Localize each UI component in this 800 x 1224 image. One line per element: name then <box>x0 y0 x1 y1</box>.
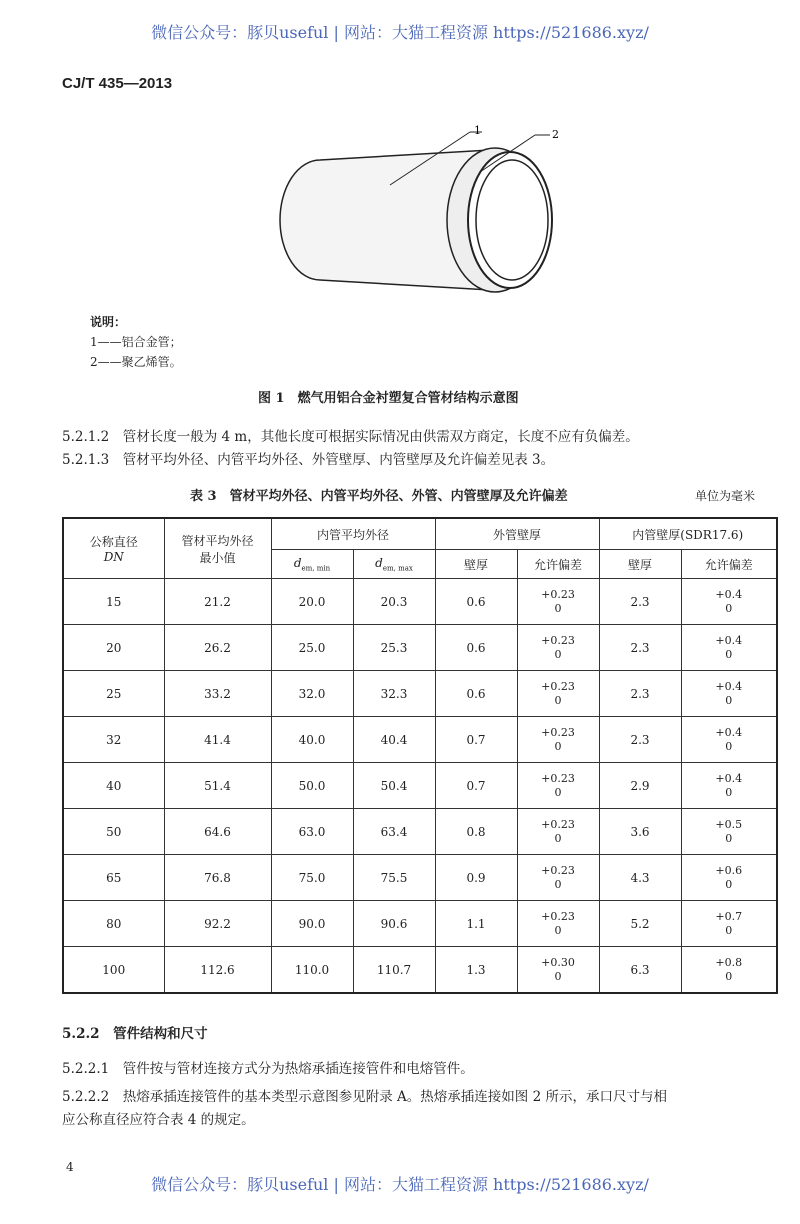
standard-code: CJ/T 435—2013 <box>62 75 173 92</box>
figure-caption: 图 1 燃气用铝合金衬塑复合管材结构示意图 <box>258 391 519 406</box>
table-cell: +0.4 0 <box>681 579 777 625</box>
table-cell: 75.5 <box>353 855 435 901</box>
table-cell: 50.0 <box>271 763 353 809</box>
table-cell: 90.6 <box>353 901 435 947</box>
table-row <box>63 901 777 947</box>
table-cell: 110.7 <box>353 947 435 994</box>
table-cell: +0.8 0 <box>681 947 777 994</box>
table-cell: 15 <box>63 579 164 625</box>
table-cell: 50.4 <box>353 763 435 809</box>
paragraph: 5.2.2.2 热熔承插连接管件的基本类型示意图参见附录 A。热熔承插连接如图 2 所示，承口尺寸与相 <box>62 1089 667 1105</box>
legend-title: 说明： <box>90 315 127 329</box>
table-cell: +0.23 0 <box>517 671 599 717</box>
table-cell: 2.3 <box>599 579 681 625</box>
legend-item: 1——铝合金管； <box>90 335 182 349</box>
table-cell: +0.23 0 <box>517 625 599 671</box>
table-cell: 63.0 <box>271 809 353 855</box>
table-cell: +0.7 0 <box>681 901 777 947</box>
table-cell: +0.23 0 <box>517 717 599 763</box>
table-cell: +0.23 0 <box>517 855 599 901</box>
table-cell: 0.7 <box>435 717 517 763</box>
clause-number: 5.2.1.2 <box>62 429 110 445</box>
table-cell: 1.1 <box>435 901 517 947</box>
table-cell: 33.2 <box>164 671 271 717</box>
table-cell: 20 <box>63 625 164 671</box>
header-inner-wall: 内管壁厚(SDR17.6) <box>599 518 777 550</box>
header-dmax: $d_{em, max}$ <box>353 550 435 579</box>
paragraph <box>62 425 639 445</box>
table-cell: 0.6 <box>435 625 517 671</box>
clause-text: 管材长度一般为 4 m，其他长度可根据实际情况由供需双方商定，长度不应有负偏差。 <box>122 429 639 445</box>
paragraph: 应公称直径应符合表 4 的规定。 <box>62 1112 255 1128</box>
table-cell: 21.2 <box>164 579 271 625</box>
table-cell: 20.0 <box>271 579 353 625</box>
table-cell: 40.0 <box>271 717 353 763</box>
table-cell: +0.23 0 <box>517 901 599 947</box>
header-od: 管材平均外径 最小值 <box>164 518 271 579</box>
watermark-bottom: 微信公众号：豚贝useful | 网站：大猫工程资源 https://521686.xyz/ <box>151 1175 649 1194</box>
table-cell: 1.3 <box>435 947 517 994</box>
table-cell: 76.8 <box>164 855 271 901</box>
table-row <box>63 947 777 994</box>
table-cell: 2.3 <box>599 717 681 763</box>
table-unit: 单位为毫米 <box>695 489 756 503</box>
table-cell: 26.2 <box>164 625 271 671</box>
table-cell: 2.9 <box>599 763 681 809</box>
clause-number: 5.2.1.3 <box>62 452 110 468</box>
table-cell: 6.3 <box>599 947 681 994</box>
table-cell: 65 <box>63 855 164 901</box>
table-cell: 20.3 <box>353 579 435 625</box>
header-wall: 壁厚 <box>599 550 681 579</box>
header-tol: 允许偏差 <box>681 550 777 579</box>
header-tol: 允许偏差 <box>517 550 599 579</box>
table-cell: 3.6 <box>599 809 681 855</box>
table-cell: 51.4 <box>164 763 271 809</box>
table-cell: 40.4 <box>353 717 435 763</box>
page-number: 4 <box>66 1160 74 1174</box>
table-cell: 0.8 <box>435 809 517 855</box>
table-cell: +0.4 0 <box>681 671 777 717</box>
header-dmin: $d_{em, min}$ <box>271 550 353 579</box>
table-cell: 32.3 <box>353 671 435 717</box>
table-cell: 50 <box>63 809 164 855</box>
table-caption: 表 3 管材平均外径、内管平均外径、外管、内管壁厚及允许偏差 <box>190 489 568 504</box>
dimension-table <box>62 517 778 994</box>
clause-text: 管材平均外径、内管平均外径、外管壁厚、内管壁厚及允许偏差见表 3。 <box>122 452 555 468</box>
table-row <box>63 717 777 763</box>
table-cell: 4.3 <box>599 855 681 901</box>
table-cell: 0.7 <box>435 763 517 809</box>
header-outer-wall: 外管壁厚 <box>435 518 599 550</box>
pipe-figure <box>260 120 580 300</box>
table-cell: 90.0 <box>271 901 353 947</box>
table-cell: 2.3 <box>599 625 681 671</box>
table-cell: +0.30 0 <box>517 947 599 994</box>
table-cell: +0.23 0 <box>517 579 599 625</box>
header-wall: 壁厚 <box>435 550 517 579</box>
table-cell: 25.3 <box>353 625 435 671</box>
table-cell: 110.0 <box>271 947 353 994</box>
legend-item: 2——聚乙烯管。 <box>90 355 182 369</box>
watermark-top: 微信公众号：豚贝useful | 网站：大猫工程资源 https://521686.xyz/ <box>151 23 649 42</box>
table-cell: 0.6 <box>435 671 517 717</box>
table-cell: +0.4 0 <box>681 625 777 671</box>
table-cell: 80 <box>63 901 164 947</box>
header-inner-od: 内管平均外径 <box>271 518 435 550</box>
table-cell: 32.0 <box>271 671 353 717</box>
callout-2: 2 <box>552 128 559 141</box>
table-cell: 32 <box>63 717 164 763</box>
table-row <box>63 671 777 717</box>
table-cell: 2.3 <box>599 671 681 717</box>
callout-1: 1 <box>474 124 481 137</box>
table-row <box>63 763 777 809</box>
table-cell: 0.9 <box>435 855 517 901</box>
paragraph: 5.2.2.1 管件按与管材连接方式分为热熔承插连接管件和电熔管件。 <box>62 1061 474 1077</box>
table-cell: 41.4 <box>164 717 271 763</box>
table-cell: 64.6 <box>164 809 271 855</box>
table-cell: +0.23 0 <box>517 763 599 809</box>
table-cell: 0.6 <box>435 579 517 625</box>
header-dn: 公称直径 DN <box>63 518 164 579</box>
table-cell: +0.6 0 <box>681 855 777 901</box>
table-cell: +0.5 0 <box>681 809 777 855</box>
section-heading: 5.2.2 管件结构和尺寸 <box>62 1026 208 1042</box>
table-row <box>63 809 777 855</box>
table-cell: +0.23 0 <box>517 809 599 855</box>
table-cell: 25.0 <box>271 625 353 671</box>
table-cell: 25 <box>63 671 164 717</box>
table-cell: 75.0 <box>271 855 353 901</box>
table-cell: +0.4 0 <box>681 717 777 763</box>
table-cell: 112.6 <box>164 947 271 994</box>
table-cell: +0.4 0 <box>681 763 777 809</box>
table-row <box>63 579 777 625</box>
table-cell: 40 <box>63 763 164 809</box>
table-row <box>63 855 777 901</box>
paragraph <box>62 448 554 468</box>
table-cell: 5.2 <box>599 901 681 947</box>
table-row <box>63 625 777 671</box>
table-cell: 100 <box>63 947 164 994</box>
table-cell: 63.4 <box>353 809 435 855</box>
table-cell: 92.2 <box>164 901 271 947</box>
